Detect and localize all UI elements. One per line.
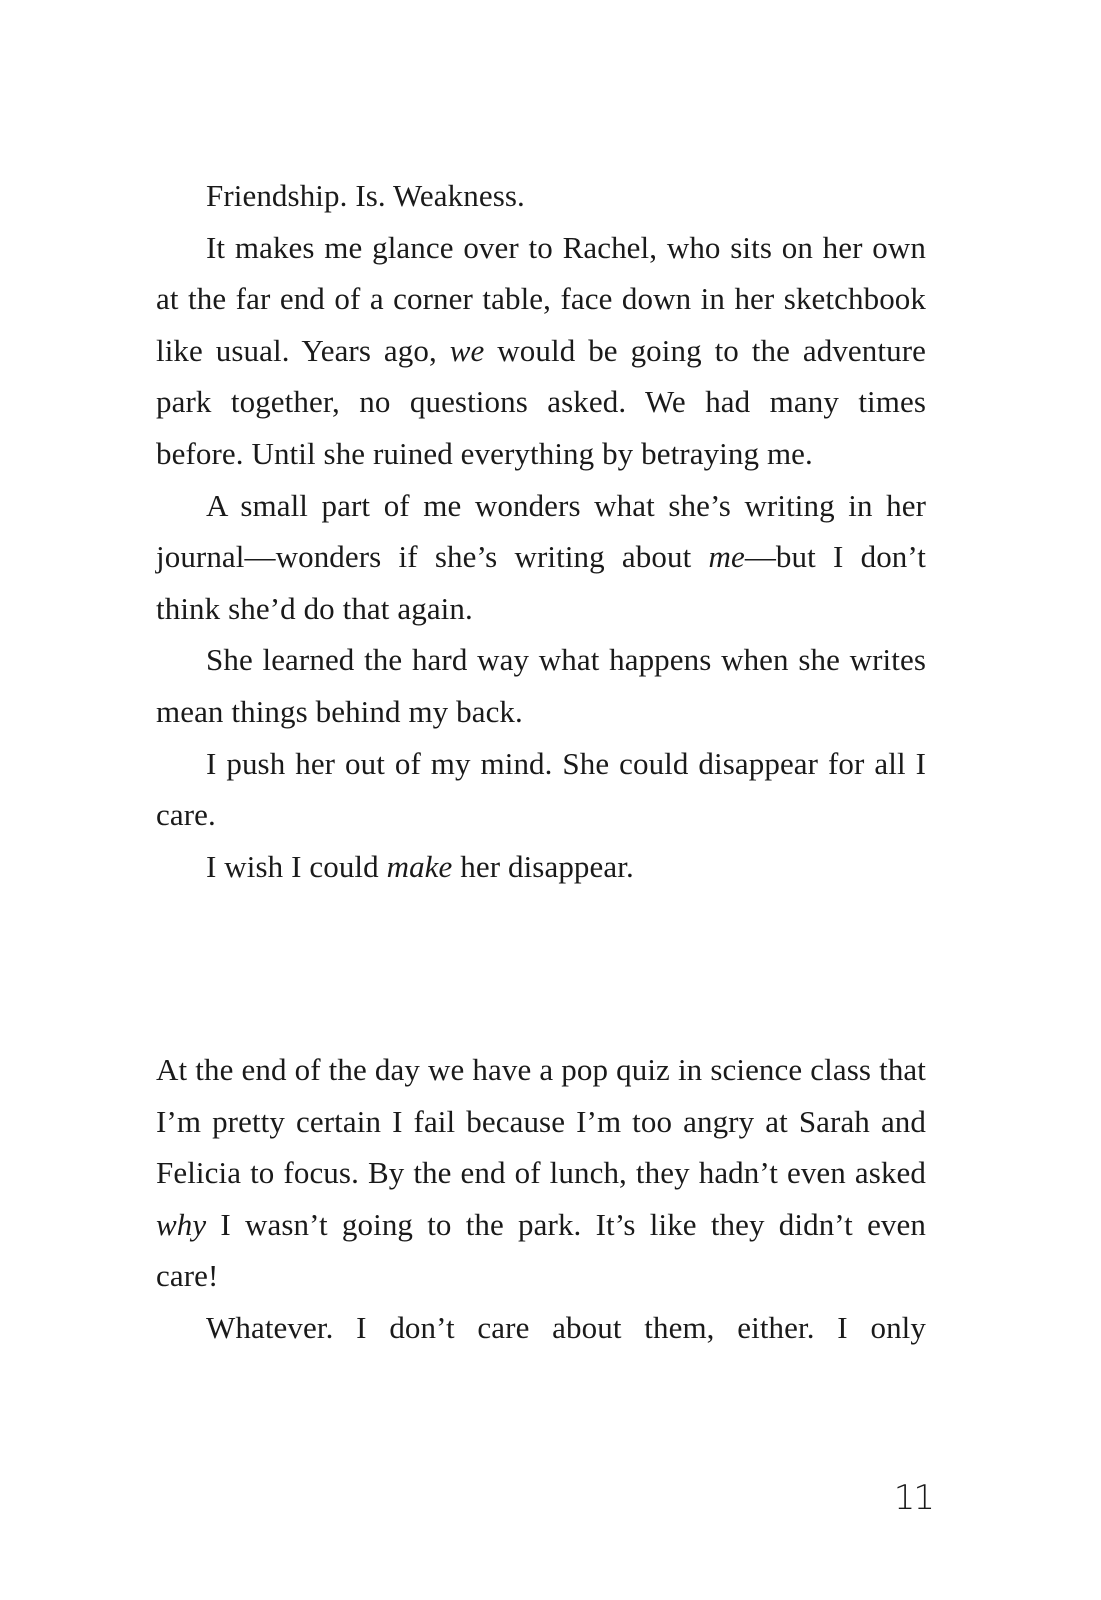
italic-text: make [386,848,453,884]
body-text-section-2 [156,1044,926,1354]
paragraph [156,738,926,841]
text-segment: her disappear. [452,848,634,884]
text-segment: It makes me glance over to Rachel, who sits on her own at the far end of a corner table, face down in her sketchbook like usual. Years ago, [156,229,926,368]
text-segment: would be going to the adventure park together, no questions asked. We had many times before. Until she ruined everything by betraying me. [156,332,926,471]
text-segment: I push her out of my mind. She could disappear for all I care. [156,745,926,833]
text-segment: I wish I could [206,848,387,884]
paragraph [156,222,926,480]
italic-text: me [708,539,745,575]
text-segment: I wasn’t going to the park. It’s like they didn’t even care! [156,1206,926,1294]
italic-text: we [449,332,485,368]
paragraph [156,1044,926,1302]
text-segment: She learned the hard way what happens when she writes mean things behind my back. [156,642,926,729]
text-segment: At the end of the day we have a pop quiz in science class that I’m pretty certain I fail because I’m too angry at Sarah and Felicia to focus. By the end of lunch, they hadn’t even asked [156,1052,926,1191]
body-text-section-1 [156,170,926,892]
paragraph [156,170,926,222]
paragraph [156,841,926,893]
text-segment: Whatever. I don’t care about them, either. I only [206,1309,926,1345]
paragraph [156,1302,926,1354]
paragraph [156,634,926,737]
text-segment: —but I don’t think she’d do that again. [156,539,926,626]
paragraph [156,480,926,635]
page-number: 11 [893,1478,933,1518]
italic-text: why [156,1206,207,1242]
text-segment: A small part of me wonders what she’s writing in her journal—wonders if she’s writing about [156,487,926,575]
text-segment: Friendship. Is. Weakness. [206,178,525,213]
